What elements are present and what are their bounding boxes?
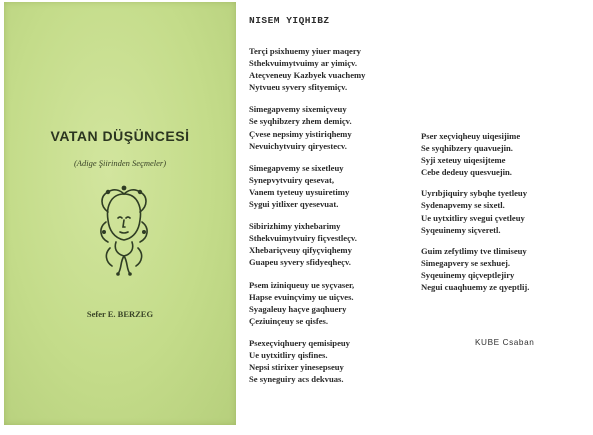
poem-line: Simegapvemy se sixetleuy [249, 162, 344, 173]
poem-line: Nepsi stirixer yinesepseuy [249, 362, 344, 373]
book-cover [4, 2, 236, 425]
poem-line: Sibirizhimy yixhebarimy [249, 221, 341, 232]
stanza [249, 45, 429, 93]
poem-line: Synepvytvuiry qesevat, [249, 174, 334, 185]
poem-line: Nytvueu syvery sfityemiçv. [249, 82, 348, 93]
poem-line: Ue uytxitliry qisfines. [249, 349, 328, 360]
poem-line: Vanem tyeteuy uysuiretimy [249, 186, 350, 197]
stanza [249, 279, 429, 327]
cover-author: Sefer E. BERZEG [86, 309, 154, 319]
poem-line: Guim zefytlimy tve tlimiseuy [421, 245, 527, 256]
poem-line: Ue uytxitliry svegui çvetleuy [421, 212, 525, 223]
poem-line: Çvese nepsimy yistiriqhemy [249, 128, 352, 139]
poem-line: Uyrıbjiquiry sybqhe tyetleuy [421, 188, 527, 199]
woman-portrait-icon [96, 182, 152, 280]
poem-line: Psexeçviqhuery qemisipeuy [249, 337, 350, 348]
poem-line: Terçi psixhuemy yiuer maqery [249, 46, 361, 56]
poem-line: Guapeu syvery sfidyeqheçv. [249, 257, 351, 268]
poem-line: Syagaleuy haçve gaqhuery [249, 303, 347, 314]
poem-line: Simegapvery se sexhuej. [421, 257, 511, 268]
poem-line: Se syneguiry acs dekvuas. [249, 374, 344, 385]
poem-line: Syqeuinemy qiçveptlejiry [421, 269, 515, 280]
poem-title: NISEM YIQHIBZ [249, 15, 330, 26]
poem-line: Syji xeteuy uiqesijteme [421, 155, 506, 166]
stanza [421, 130, 589, 178]
poem-signature: KUBE Csaban [475, 338, 535, 347]
poem-left-column [249, 45, 429, 395]
poem-line: Nevuichytvuiry qiryestecv. [249, 140, 347, 151]
poem-line: Sygui yitlixer qyesevuat. [249, 199, 339, 210]
poem-line: Negui cuaqhuemy ze qyeptlij. [421, 282, 530, 293]
poem-line: Sthekvuimytvuiry fiçvestleçv. [249, 233, 357, 244]
poem-line: Ateçveneuy Kazbyek vuachemy [249, 70, 366, 81]
cover-title: VATAN DÜŞÜNCESİ [50, 128, 190, 144]
cover-subtitle: (Adige Şiirinden Seçmeler) [73, 158, 167, 168]
stanza [249, 220, 429, 268]
stanza [249, 337, 429, 385]
poem-line: Simegapvemy sixemiçveuy [249, 104, 347, 115]
poem-line: Cebe dedeuy quesvuejin. [421, 167, 512, 178]
poem-line: Pser xeçviqheuy uiqesijime [421, 131, 521, 141]
poem-page [238, 2, 589, 425]
stanza [421, 245, 589, 293]
poem-line: Sthekvuimytvuimy ar yimiçv. [249, 58, 357, 69]
poem-line: Syqeuinemy siçveretl. [421, 224, 501, 235]
stanza [249, 103, 429, 151]
poem-line: Sydenapvemy se sixetl. [421, 200, 505, 211]
poem-line: Hapse evuinçvimy ue uiçves. [249, 291, 354, 302]
stanza [249, 162, 429, 210]
stanza [421, 187, 589, 235]
poem-right-column [421, 130, 589, 302]
poem-line: Psem iziniqueuy ue syçvaser, [249, 279, 355, 290]
poem-line: Se syqhibzery zhem demiçv. [249, 116, 352, 127]
poem-line: Xhebariçveuy qifyçviqhemy [249, 245, 352, 256]
poem-line: Se syqhibzery quavuejin. [421, 143, 513, 154]
poem-line: Çeziuinçeuy se qisfes. [249, 315, 329, 326]
